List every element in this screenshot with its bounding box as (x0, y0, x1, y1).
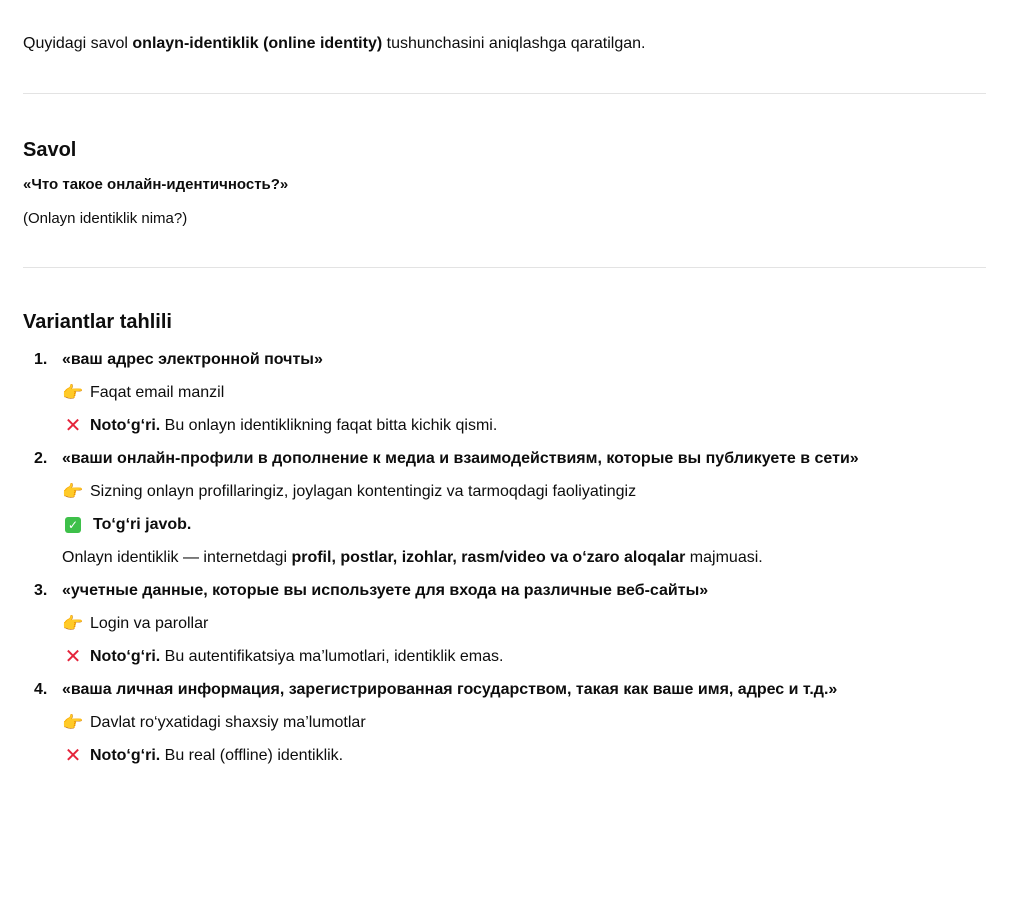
check-mark-icon: ✓ (65, 517, 81, 533)
option-item-1 (23, 343, 986, 442)
option-title: «ваша личная информация, зарегистрированная государством, такая как ваше имя, адрес и т.д.» (62, 681, 838, 698)
section-heading-variants: Variantlar tahlili (23, 311, 172, 333)
option-verdict: ✕ Noto‘g‘ri. Bu onlayn identiklikning faqat bitta kichik qismi. (62, 409, 986, 442)
intro-text: Quyidagi savol onlayn-identiklik (online identity) tushunchasini aniqlashga qaratilgan. (23, 35, 646, 52)
option-verdict: ✕ Noto‘g‘ri. Bu real (offline) identiklik. (62, 739, 986, 772)
options-list (23, 343, 986, 772)
section-heading-savol: Savol (23, 139, 77, 161)
divider (23, 267, 986, 268)
cross-mark-icon: ✕ (64, 744, 82, 767)
option-translation: 👉 Faqat email manzil (62, 383, 225, 402)
question-uzbek: (Onlayn identiklik nima?) (23, 210, 188, 227)
option-note: Onlayn identiklik — internetdagi profil, postlar, izohlar, rasm/video va o‘zaro aloqalar majmuasi. (62, 549, 763, 566)
option-verdict: ✕ Noto‘g‘ri. Bu autentifikatsiya ma’lumotlari, identiklik emas. (62, 640, 986, 673)
pointing-hand-icon: 👉 (62, 614, 84, 633)
cross-mark-icon: ✕ (64, 414, 82, 437)
option-translation: 👉 Login va parollar (62, 614, 209, 633)
option-translation: 👉 Davlat ro‘yxatidagi shaxsiy ma’lumotlar (62, 713, 366, 732)
option-number: 1. (34, 351, 48, 368)
option-title: «ваши онлайн-профили в дополнение к медиа и взаимодействиям, которые вы публикуете в сети» (62, 450, 859, 467)
pointing-hand-icon: 👉 (62, 482, 84, 501)
divider (23, 93, 986, 94)
question-russian: «Что такое онлайн-идентичность?» (23, 176, 289, 193)
option-item-4 (23, 673, 986, 772)
option-title: «учетные данные, которые вы используете для входа на различные веб-сайты» (62, 582, 709, 599)
option-title: «ваш адрес электронной почты» (62, 351, 323, 368)
pointing-hand-icon: 👉 (62, 383, 84, 402)
option-number: 2. (34, 450, 48, 467)
option-number: 3. (34, 582, 48, 599)
option-translation: 👉 Sizning onlayn profillaringiz, joylagan kontentingiz va tarmoqdagi faoliyatingiz (62, 482, 637, 501)
pointing-hand-icon: 👉 (62, 713, 84, 732)
intro-bold: onlayn-identiklik (online identity) (132, 35, 383, 52)
option-number: 4. (34, 681, 48, 698)
option-item-2 (23, 442, 986, 574)
option-item-3 (23, 574, 986, 673)
option-verdict: ✓ To‘g‘ri javob. (62, 508, 986, 541)
cross-mark-icon: ✕ (64, 645, 82, 668)
